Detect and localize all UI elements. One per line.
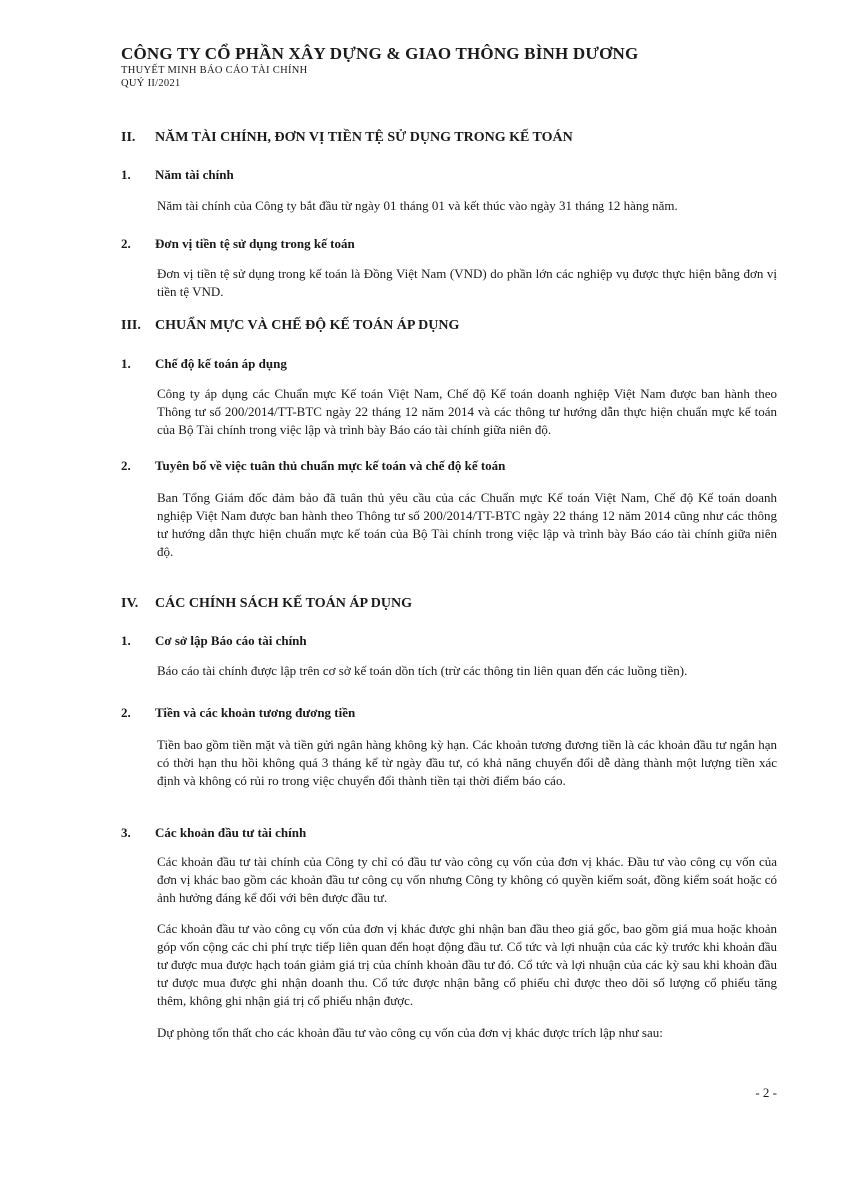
paragraph: Các khoản đầu tư vào công cụ vốn của đơn vị khác được ghi nhận ban đầu theo giá gốc, bao gồm giá mua hoặc khoản góp vốn cộng các chi phí trực tiếp liên quan đến hoạt động đầu tư. Cổ tức và lợi nhuận của các kỳ trước khi khoản đầu tư được mua được hạch toán giảm giá trị của chính khoản đầu tư đó. Cổ tức và lợi nhuận của các kỳ sau khi khoản đầu tư được mua được ghi nhận doanh thu. Cổ tức được nhận bằng cổ phiếu chỉ được theo dõi số lượng cổ phiếu tăng thêm, không ghi nhận giá trị cổ phiếu nhận được. — [157, 921, 777, 1008]
paragraph: Các khoản đầu tư tài chính của Công ty chỉ có đầu tư vào công cụ vốn của đơn vị khác. Đầu tư vào công cụ vốn của đơn vị khác bao gồm các khoản đầu tư công cụ vốn nhưng Công ty không có quyền kiểm soát, đồng kiểm soát hoặc có ảnh hưởng đáng kể đối với bên được đầu tư. — [157, 854, 777, 905]
section-heading — [121, 318, 459, 334]
subsection-number: 2. — [121, 458, 131, 473]
subsection-title: Năm tài chính — [155, 167, 234, 182]
subsection-number: 2. — [121, 236, 131, 251]
subsection-number: 3. — [121, 825, 131, 840]
subsection-heading — [121, 633, 307, 649]
subsection-heading — [121, 825, 306, 841]
report-title: THUYẾT MINH BÁO CÁO TÀI CHÍNH — [121, 65, 308, 76]
paragraph: Tiền bao gồm tiền mặt và tiền gửi ngân hàng không kỳ hạn. Các khoản tương đương tiền là các khoản đầu tư ngắn hạn có thời hạn thu hồi không quá 3 tháng kể từ ngày đầu tư, có khả năng chuyển đổi dễ dàng thành một lượng tiền xác định và không có rủi ro trong việc chuyển đổi thành tiền tại thời điểm báo cáo. — [157, 737, 777, 788]
paragraph: Dự phòng tổn thất cho các khoản đầu tư vào công cụ vốn của đơn vị khác được trích lập như sau: — [157, 1025, 663, 1040]
paragraph: Năm tài chính của Công ty bắt đầu từ ngày 01 tháng 01 và kết thúc vào ngày 31 tháng 12 hàng năm. — [157, 198, 678, 213]
subsection-heading — [121, 458, 505, 474]
paragraph: Công ty áp dụng các Chuẩn mực Kế toán Việt Nam, Chế độ Kế toán doanh nghiệp Việt Nam được ban hành theo Thông tư số 200/2014/TT-BTC ngày 22 tháng 12 năm 2014 và các thông tư hướng dẫn thực hiện chuẩn mực kế toán của Bộ Tài chính trong việc lập và trình bày Báo cáo tài chính giữa niên độ. — [157, 386, 777, 437]
subsection-title: Đơn vị tiền tệ sử dụng trong kế toán — [155, 236, 355, 251]
paragraph: Báo cáo tài chính được lập trên cơ sở kế toán dồn tích (trừ các thông tin liên quan đến các luồng tiền). — [157, 663, 688, 678]
paragraph: Đơn vị tiền tệ sử dụng trong kế toán là Đồng Việt Nam (VND) do phần lớn các nghiệp vụ được thực hiện bằng đơn vị tiền tệ VND. — [157, 266, 777, 299]
subsection-heading — [121, 356, 287, 372]
report-period: QUÝ II/2021 — [121, 78, 181, 89]
subsection-title: Các khoản đầu tư tài chính — [155, 825, 307, 840]
paragraph: Ban Tổng Giám đốc đảm bảo đã tuân thủ yêu cầu của các Chuẩn mực Kế toán Việt Nam, Chế độ Kế toán doanh nghiệp Việt Nam được ban hành theo Thông tư số 200/2014/TT-BTC ngày 22 tháng 12 năm 2014 cũng như các thông tư hướng dẫn thực hiện chuẩn mực kế toán của Bộ Tài chính trong việc lập và trình bày Báo cáo tài chính giữa niên độ. — [157, 490, 777, 559]
section-number: IV. — [121, 596, 139, 611]
subsection-number: 1. — [121, 356, 131, 371]
section-title: CHUẨN MỰC VÀ CHẾ ĐỘ KẾ TOÁN ÁP DỤNG — [155, 318, 460, 333]
section-title: CÁC CHÍNH SÁCH KẾ TOÁN ÁP DỤNG — [155, 596, 412, 611]
subsection-title: Tuyên bố về việc tuân thủ chuẩn mực kế toán và chế độ kế toán — [155, 458, 506, 473]
subsection-heading — [121, 236, 355, 252]
subsection-title: Cơ sở lập Báo cáo tài chính — [155, 633, 307, 648]
subsection-title: Tiền và các khoản tương đương tiền — [155, 705, 356, 720]
section-number: II. — [121, 130, 136, 145]
section-title: NĂM TÀI CHÍNH, ĐƠN VỊ TIỀN TỆ SỬ DỤNG TRONG KẾ TOÁN — [155, 130, 573, 145]
section-heading — [121, 130, 573, 146]
page-header — [121, 44, 638, 90]
subsection-number: 1. — [121, 633, 131, 648]
section-number: III. — [121, 318, 141, 333]
subsection-title: Chế độ kế toán áp dụng — [155, 356, 287, 371]
section-heading — [121, 596, 412, 612]
subsection-number: 2. — [121, 705, 131, 720]
subsection-heading — [121, 705, 355, 721]
company-name: CÔNG TY CỔ PHẦN XÂY DỰNG & GIAO THÔNG BÌNH DƯƠNG — [121, 44, 639, 63]
subsection-heading — [121, 167, 234, 183]
page-number: - 2 - — [755, 1085, 777, 1100]
subsection-number: 1. — [121, 167, 131, 182]
